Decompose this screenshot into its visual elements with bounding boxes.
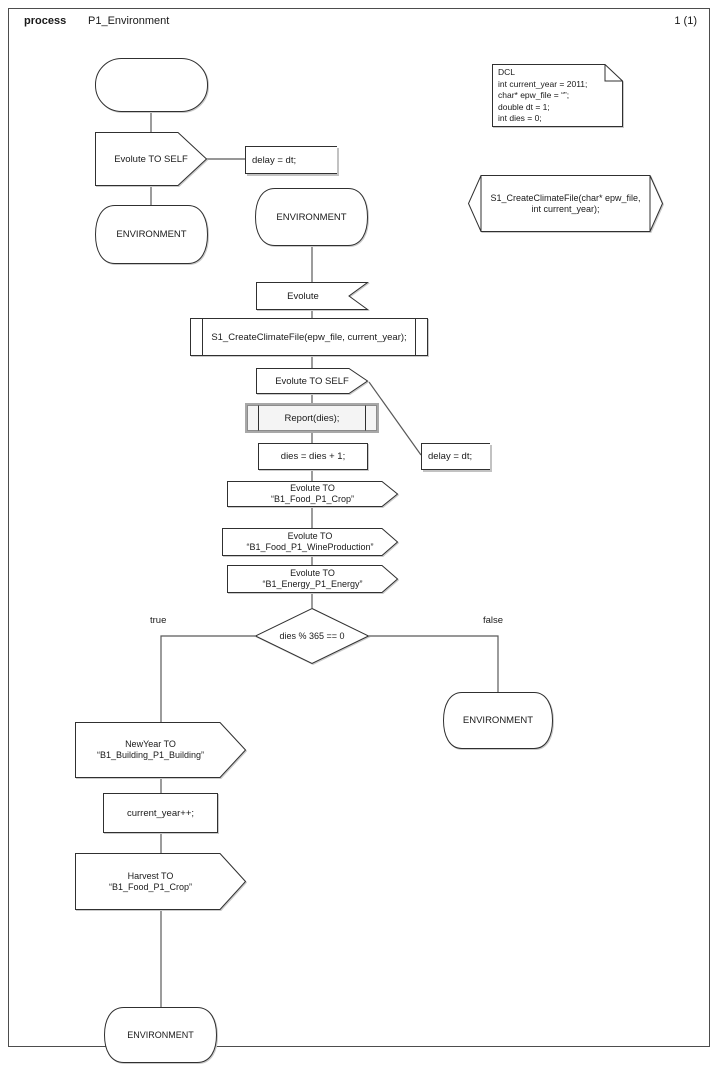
state-label: ENVIRONMENT — [276, 211, 347, 223]
output-evolute-to-b1-food-p1-crop[interactable] — [227, 481, 398, 507]
comment-delay-1[interactable] — [245, 146, 337, 174]
output-label-line2: “B1_Food_P1_Crop” — [270, 494, 355, 504]
decision-label: dies % 365 == 0 — [279, 630, 345, 641]
header-keyword: process — [24, 15, 67, 27]
state-environment-false[interactable] — [443, 692, 553, 749]
state-label: ENVIRONMENT — [127, 1029, 194, 1040]
dcl-line: int current_year = 2011; — [498, 78, 588, 89]
dcl-line: DCL — [498, 67, 516, 77]
dcl-line: double dt = 1; — [498, 101, 550, 112]
input-evolute[interactable] — [256, 282, 368, 310]
output-evolute-to-b1-energy-p1-energy[interactable] — [227, 565, 398, 593]
declaration-note-dcl[interactable] — [492, 64, 623, 127]
output-label-line1: Evolute TO — [290, 483, 335, 493]
output-label-line1: Evolute TO — [287, 531, 333, 541]
procedure-call-s1-createclimatefile[interactable] — [190, 318, 428, 356]
comment-text: delay = dt; — [252, 154, 297, 166]
output-label-line2: “B1_Energy_P1_Energy” — [262, 579, 363, 589]
output-label-line2: “B1_Building_P1_Building” — [96, 750, 205, 760]
task-dies-increment[interactable] — [258, 443, 368, 470]
output-label-line2: “B1_Food_P1_WineProduction” — [246, 542, 374, 552]
output-label-line1: Harvest TO — [127, 870, 174, 881]
output-label: Evolute TO SELF — [114, 153, 188, 165]
state-environment-bottom[interactable] — [104, 1007, 217, 1063]
task-current-year-increment[interactable] — [103, 793, 218, 833]
output-label-line2: “B1_Food_P1_Crop” — [108, 881, 193, 892]
input-label: Evolute — [287, 290, 319, 302]
output-label: Evolute TO SELF — [275, 375, 349, 387]
declaration-line2: int current_year); — [531, 203, 600, 214]
start-symbol[interactable] — [95, 58, 208, 112]
branch-label-true: true — [150, 615, 167, 626]
procedure-declaration-s1[interactable] — [468, 175, 663, 232]
state-label: ENVIRONMENT — [116, 229, 187, 240]
comment-text: delay = dt; — [428, 451, 473, 462]
state-label: ENVIRONMENT — [462, 715, 534, 726]
task-label: current_year++; — [126, 807, 195, 819]
output-evolute-to-b1-food-p1-wineproduction[interactable] — [222, 528, 398, 556]
procedure-call-report[interactable] — [245, 403, 379, 433]
dcl-line: int dies = 0; — [498, 113, 542, 124]
output-evolute-to-self-2[interactable] — [256, 368, 368, 394]
output-harvest-to-b1-food-p1-crop[interactable] — [75, 853, 246, 910]
output-evolute-to-self[interactable] — [95, 132, 207, 186]
header-page-number: 1 (1) — [674, 15, 697, 27]
output-newyear-to-b1-building-p1-building[interactable] — [75, 722, 246, 778]
declaration-line1: S1_CreateClimateFile(char* epw_file, — [490, 192, 641, 203]
procedure-call-label: Report(dies); — [284, 412, 340, 424]
state-environment-mid[interactable] — [255, 188, 368, 246]
output-label-line1: NewYear TO — [125, 739, 176, 749]
procedure-call-label: S1_CreateClimateFile(epw_file, current_year); — [211, 331, 407, 343]
comment-delay-2[interactable] — [421, 443, 490, 470]
dcl-line: char* epw_file = “”; — [498, 90, 570, 101]
output-label-line1: Evolute TO — [290, 568, 335, 578]
header-process-name: P1_Environment — [88, 15, 170, 27]
task-label: dies = dies + 1; — [280, 451, 346, 462]
branch-label-false: false — [483, 615, 504, 626]
decision-dies-mod-365[interactable] — [255, 608, 369, 664]
state-environment-left[interactable] — [95, 205, 208, 264]
